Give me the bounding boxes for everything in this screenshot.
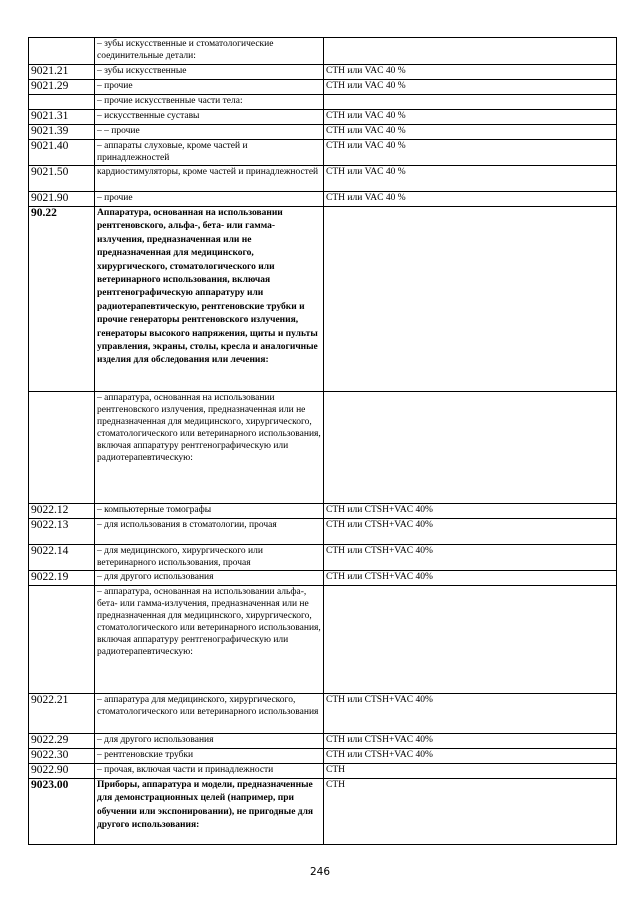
goods-description: – прочие: [95, 192, 324, 207]
origin-rule: [324, 586, 617, 694]
table-row: [29, 734, 617, 749]
origin-rule: СТН или СТSH+VAC 40%: [324, 749, 617, 764]
origin-rule: СТН: [324, 779, 617, 845]
hs-heading-code: 90.22: [29, 207, 95, 392]
table-row: [29, 392, 617, 504]
table-row: [29, 586, 617, 694]
hs-code: 9021.39: [29, 125, 95, 140]
table-row: [29, 80, 617, 95]
origin-rule: [324, 38, 617, 65]
origin-rule: СТН или VAC 40 %: [324, 110, 617, 125]
origin-rule: СТН или VAC 40 %: [324, 80, 617, 95]
hs-code: 9021.21: [29, 65, 95, 80]
goods-description: – аппаратура для медицинского, хирургического, стоматологического или ветеринарного использования: [95, 694, 324, 734]
origin-rule: СТН или СТSH+VAC 40%: [324, 504, 617, 519]
table-row: [29, 65, 617, 80]
hs-code: 9022.30: [29, 749, 95, 764]
origin-rule: СТН или СТSH+VAC 40%: [324, 694, 617, 734]
origin-rule: СТН или VAC 40 %: [324, 140, 617, 166]
hs-code: 9022.12: [29, 504, 95, 519]
origin-rule: СТН или СТSH+VAC 40%: [324, 519, 617, 545]
goods-description: кардиостимуляторы, кроме частей и принадлежностей: [95, 166, 324, 192]
goods-description: – искусственные суставы: [95, 110, 324, 125]
table-row: [29, 207, 617, 392]
goods-description: – для использования в стоматологии, прочая: [95, 519, 324, 545]
hs-code: 9022.14: [29, 545, 95, 571]
page-number: 246: [309, 866, 331, 878]
hs-code: [29, 392, 95, 504]
origin-rule: [324, 392, 617, 504]
origin-rule: СТН или СТSH+VAC 40%: [324, 545, 617, 571]
table-row: [29, 749, 617, 764]
origin-rule: СТН или СТSH+VAC 40%: [324, 734, 617, 749]
goods-description: – компьютерные томографы: [95, 504, 324, 519]
goods-description: – аппараты слуховые, кроме частей и принадлежностей: [95, 140, 324, 166]
table-row: [29, 110, 617, 125]
table-row: [29, 694, 617, 734]
hs-code: 9022.19: [29, 571, 95, 586]
origin-rule: СТН или VAC 40 %: [324, 166, 617, 192]
heading-description: Приборы, аппаратура и модели, предназначенные для демонстрационных целей (например, при обучении или экспонировании), не пригодные для другого использования:: [95, 779, 324, 845]
table-row: [29, 504, 617, 519]
origin-rule: СТН или VAC 40 %: [324, 125, 617, 140]
table-row: [29, 192, 617, 207]
goods-description: – зубы искусственные: [95, 65, 324, 80]
table-row: [29, 764, 617, 779]
goods-description: – для другого использования: [95, 734, 324, 749]
origin-rule: СТН или VAC 40 %: [324, 65, 617, 80]
hs-code: 9022.29: [29, 734, 95, 749]
hs-code: 9021.90: [29, 192, 95, 207]
hs-code: 9021.29: [29, 80, 95, 95]
table-row: [29, 571, 617, 586]
table-row: [29, 779, 617, 845]
table-row: [29, 95, 617, 110]
hs-code: [29, 38, 95, 65]
hs-code: 9022.13: [29, 519, 95, 545]
goods-description: – – прочие: [95, 125, 324, 140]
table-row: [29, 38, 617, 65]
table-row: [29, 140, 617, 166]
origin-rule: СТН или VAC 40 %: [324, 192, 617, 207]
goods-description: – прочая, включая части и принадлежности: [95, 764, 324, 779]
table-row: [29, 166, 617, 192]
goods-description: – аппаратура, основанная на использовании альфа-, бета- или гамма-излучения, предназначенная или не предназначенная для медицинского, хирургического, стоматологического или ветеринарного использования, включая аппаратуру рентгенографическую или радиотерапевтическую:: [95, 586, 324, 694]
goods-description: – для медицинского, хирургического или ветеринарного использования, прочая: [95, 545, 324, 571]
hs-code: [29, 95, 95, 110]
origin-rule: [324, 95, 617, 110]
goods-description: – прочие: [95, 80, 324, 95]
goods-description: – зубы искусственные и стоматологические соединительные детали:: [95, 38, 324, 65]
heading-description: Аппаратура, основанная на использовании рентгеновского, альфа-, бета- или гамма-излучения, предназначенная или не предназначенная для медицинского, хирургического, стоматологического или ветеринарного использования, включая рентгенографическую аппаратуру или радиотерапевтическую, рентгеновские трубки и прочие генераторы рентгеновского излучения, генераторы высокого напряжения, щиты и пульты управления, экраны, столы, кресла и аналогичные изделия для обследования или лечения:: [95, 207, 324, 392]
origin-rule: [324, 207, 617, 392]
hs-code: 9021.40: [29, 140, 95, 166]
hs-code: [29, 586, 95, 694]
tariff-table: [28, 37, 617, 845]
hs-heading-code: 9023.00: [29, 779, 95, 845]
hs-code: 9021.31: [29, 110, 95, 125]
goods-description: – для другого использования: [95, 571, 324, 586]
hs-code: 9022.21: [29, 694, 95, 734]
origin-rule: СТН или СТSH+VAC 40%: [324, 571, 617, 586]
goods-description: – рентгеновские трубки: [95, 749, 324, 764]
table-row: [29, 519, 617, 545]
goods-description: – прочие искусственные части тела:: [95, 95, 324, 110]
hs-code: 9021.50: [29, 166, 95, 192]
origin-rule: СТН: [324, 764, 617, 779]
goods-description: – аппаратура, основанная на использовании рентгеновского излучения, предназначенная или не предназначенная для медицинского, хирургического, стоматологического или ветеринарного использования, включая аппаратуру рентгенографическую или радиотерапевтическую:: [95, 392, 324, 504]
table-row: [29, 545, 617, 571]
hs-code: 9022.90: [29, 764, 95, 779]
table-row: [29, 125, 617, 140]
